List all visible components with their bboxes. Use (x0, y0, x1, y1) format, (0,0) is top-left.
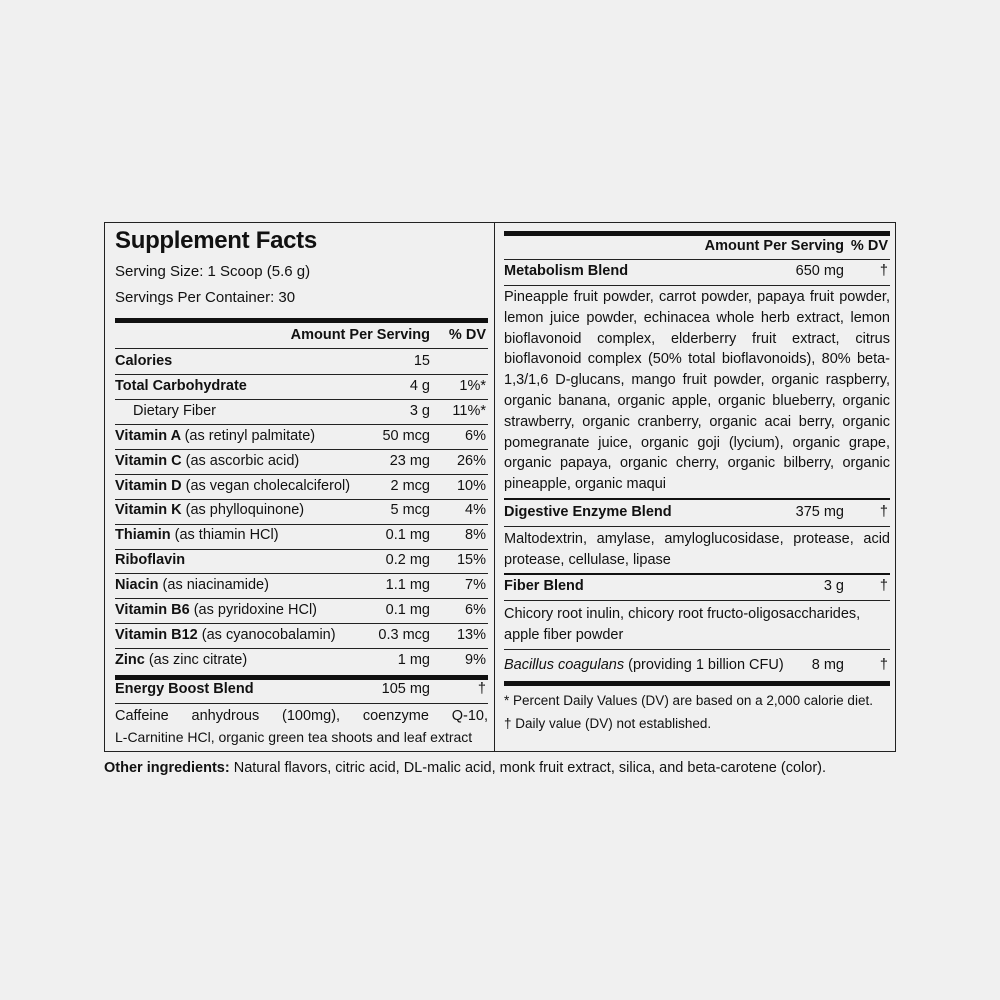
nutrient-name (115, 428, 315, 444)
nutrient-dv: 13% (456, 626, 486, 643)
nutrient-name-detail: (as thiamin HCl) (174, 527, 279, 544)
nutrient-amount: 3 g (409, 402, 430, 419)
nutrient-name-detail: (as niacinamide) (162, 577, 269, 594)
nutrient-amount: 5 mcg (390, 502, 430, 519)
nutrient-row (115, 375, 488, 399)
nutrient-name-detail: (as pyridoxine HCl) (193, 602, 317, 618)
probiotic-dv: † (879, 657, 888, 673)
nutrient-row (115, 350, 488, 374)
other-ingredients-text: Natural flavors, citric acid, DL-malic acid, monk fruit extract, silica, and beta-carotene (color). (229, 760, 827, 776)
nutrient-amount: 50 mcg (382, 427, 430, 444)
nutrient-dv: 8% (465, 527, 486, 544)
nutrient-amount: 0.1 mg (385, 527, 430, 544)
nutrient-row (115, 624, 488, 648)
nutrient-name-bold: Niacin (115, 577, 163, 594)
amount-header-row (115, 324, 488, 348)
nutrient-amount: 1 mg (397, 651, 430, 668)
amount-header: Amount Per Serving (704, 238, 844, 254)
metabolism-blend-dv: † (879, 263, 888, 279)
probiotic-name-rest: (providing 1 billion CFU) (624, 657, 784, 673)
nutrient-name-bold: Vitamin B12 (115, 626, 202, 643)
energy-blend-ingredients-line2: L-Carnitine HCl, organic green tea shoots and leaf extract (115, 729, 473, 745)
nutrient-row (115, 549, 488, 573)
amount-header: Amount Per Serving (290, 327, 430, 343)
nutrient-row (115, 475, 488, 499)
nutrient-name-detail: (as ascorbic acid) (185, 452, 300, 469)
nutrient-name (115, 627, 336, 643)
rule (115, 703, 488, 704)
nutrient-amount: 0.2 mg (385, 552, 430, 569)
probiotic-amount: 8 mg (811, 657, 844, 673)
energy-blend-dv: † (477, 681, 486, 697)
metabolism-blend-row (504, 260, 890, 284)
digestive-blend-amount: 375 mg (795, 504, 844, 520)
nutrient-row (115, 649, 488, 673)
nutrient-dv: 15% (456, 552, 486, 569)
fiber-blend-dv: † (879, 578, 888, 594)
nutrient-name (115, 527, 279, 543)
thick-rule (504, 681, 890, 686)
thick-rule (115, 318, 488, 323)
nutrient-row (115, 400, 488, 424)
nutrient-name: Dietary Fiber (133, 402, 216, 419)
nutrient-amount: 0.1 mg (385, 602, 430, 618)
nutrient-dv: 11%* (452, 402, 486, 419)
metabolism-blend-name: Metabolism Blend (504, 263, 629, 279)
nutrient-dv: 6% (465, 602, 486, 618)
nutrient-name: Total Carbohydrate (115, 377, 247, 394)
nutrient-dv: 1%* (459, 377, 486, 394)
rule (115, 348, 488, 349)
digestive-blend-name: Digestive Enzyme Blend (504, 504, 672, 520)
nutrient-amount: 2 mcg (390, 477, 430, 494)
nutrient-name (115, 652, 247, 668)
right-amount-header-row (504, 235, 890, 259)
dv-header: % DV (850, 238, 888, 254)
energy-blend-row (115, 678, 488, 702)
nutrient-dv: 26% (456, 452, 486, 469)
nutrient-dv: 10% (456, 477, 486, 494)
digestive-blend-ingredients: Maltodextrin, amylase, amyloglucosidase, protease, acid protease, cellulase, lipase (504, 531, 890, 568)
probiotic-name (504, 657, 784, 673)
nutrient-amount: 23 mg (389, 452, 430, 469)
nutrient-name-bold: Vitamin C (115, 452, 186, 469)
nutrient-name-bold: Vitamin A (115, 427, 185, 444)
supplement-facts-panel (104, 222, 896, 752)
nutrient-amount: 4 g (409, 377, 430, 394)
other-ingredients-label: Other ingredients: (104, 760, 230, 776)
nutrient-name (115, 453, 299, 469)
nutrient-amount: 15 (413, 353, 430, 369)
rule (504, 526, 890, 527)
digestive-blend-row (504, 501, 890, 525)
nutrient-name (115, 502, 304, 518)
rule (504, 649, 890, 650)
nutrient-name (115, 602, 317, 618)
servings-per-container: Servings Per Container: 30 (115, 289, 296, 306)
nutrient-row (115, 574, 488, 598)
rule (504, 600, 890, 601)
footnote-dv-not-established: † Daily value (DV) not established. (504, 716, 712, 731)
metabolism-blend-ingredients: Pineapple fruit powder, carrot powder, papaya fruit powder, lemon juice powder, echinacea whole herb extract, lemon bioflavonoid complex, elderberry fruit extract, citrus bioflavonoid complex (50% total bioflavonoids), 80% beta-1,3/1,6 D-glucans, mango fruit powder, organic raspberry, organic banana, organic apple, organic blueberry, organic strawberry, organic cranberry, organic acai berry, organic pomegranate juice, organic goji (lycium), organic grape, organic papaya, organic cherry, organic bilberry, organic pineapple, organic maqui (504, 289, 890, 493)
metabolism-blend-amount: 650 mg (795, 263, 844, 279)
nutrient-row (115, 599, 488, 623)
nutrient-name-bold: Vitamin K (115, 502, 186, 519)
nutrient-name: Calories (115, 353, 173, 369)
fiber-blend-amount: 3 g (823, 578, 844, 594)
column-divider (494, 223, 495, 751)
energy-blend-amount: 105 mg (381, 681, 430, 697)
nutrient-row (115, 450, 488, 474)
nutrient-row (115, 425, 488, 449)
other-ingredients (104, 760, 826, 776)
nutrient-name-bold: Vitamin B6 (115, 602, 194, 618)
nutrient-row (115, 499, 488, 523)
nutrient-name-detail: (as retinyl palmitate) (184, 427, 316, 444)
nutrient-name-detail: (as zinc citrate) (148, 651, 248, 668)
rule (504, 498, 890, 500)
energy-blend-ingredients-line1: Caffeine anhydrous (100mg), coenzyme Q-10, (115, 708, 488, 724)
nutrient-dv: 4% (465, 502, 486, 519)
serving-size: Serving Size: 1 Scoop (5.6 g) (115, 263, 311, 280)
nutrient-name: Riboflavin (115, 552, 186, 569)
probiotic-row (504, 654, 890, 678)
nutrient-name-bold: Thiamin (115, 527, 175, 544)
rule (504, 285, 890, 286)
nutrient-name-detail: (as cyanocobalamin) (201, 626, 336, 643)
fiber-blend-row (504, 575, 890, 599)
nutrient-dv: 6% (465, 427, 486, 444)
digestive-blend-dv: † (879, 504, 888, 520)
nutrient-name-detail: (as phylloquinone) (185, 502, 305, 519)
energy-blend-name: Energy Boost Blend (115, 681, 254, 697)
probiotic-name-italic: Bacillus coagulans (504, 657, 625, 673)
nutrient-dv: 7% (465, 577, 486, 594)
nutrient-amount: 0.3 mcg (378, 626, 430, 643)
panel-title: Supplement Facts (115, 227, 317, 254)
nutrient-amount: 1.1 mg (385, 577, 430, 594)
fiber-blend-name: Fiber Blend (504, 578, 584, 594)
dv-header: % DV (448, 327, 486, 343)
nutrient-name-bold: Zinc (115, 651, 149, 668)
nutrient-dv: 9% (465, 651, 486, 668)
footnote-percent-dv: * Percent Daily Values (DV) are based on a 2,000 calorie diet. (504, 693, 873, 708)
fiber-blend-ingredients: Chicory root inulin, chicory root fructo-oligosaccharides, apple fiber powder (504, 606, 861, 643)
nutrient-name-detail: (as vegan cholecalciferol) (185, 477, 351, 494)
nutrient-name (115, 478, 350, 494)
nutrient-name-bold: Vitamin D (115, 477, 186, 494)
nutrient-row (115, 524, 488, 548)
nutrient-name (115, 577, 269, 593)
